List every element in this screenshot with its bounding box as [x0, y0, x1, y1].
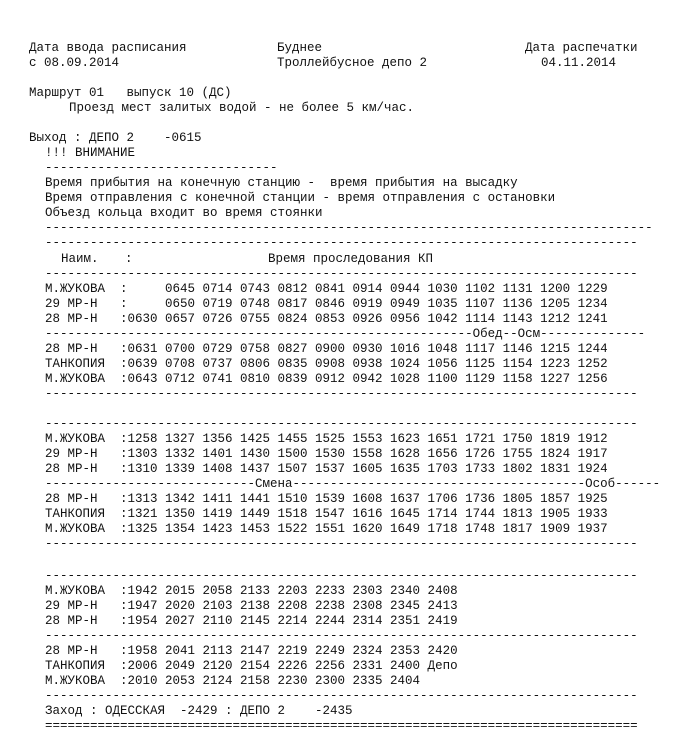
departure-line: Выход : ДЕПО 2 -0615: [29, 131, 202, 145]
separator-table: -------------------------------------------------------------------------------: [45, 387, 638, 401]
separator-table: -------------------------------------------------------------------------------: [45, 629, 638, 643]
depot-name: Троллейбусное депо 2: [277, 56, 428, 70]
table-row: М.ЖУКОВА :1942 2015 2058 2133 2203 2233 2303 2340 2408: [45, 584, 458, 598]
table-row: М.ЖУКОВА :1325 1354 1423 1453 1522 1551 1620 1649 1718 1748 1817 1909 1937: [45, 522, 608, 536]
table-row: 29 МР-Н :1947 2020 2103 2138 2208 2238 2308 2345 2413: [45, 599, 458, 613]
separator-table: -------------------------------------------------------------------------------: [45, 236, 638, 250]
table-row: М.ЖУКОВА :0643 0712 0741 0810 0839 0912 0942 1028 1100 1129 1158 1227 1256: [45, 372, 608, 386]
column-header-separator: :: [125, 252, 133, 266]
note-arrival: Время прибытия на конечную станцию - время прибытия на высадку: [45, 176, 518, 190]
separator-table: -------------------------------------------------------------------------------: [45, 537, 638, 551]
table-row: М.ЖУКОВА :2010 2053 2124 2158 2230 2300 2335 2404: [45, 674, 421, 688]
table-row: 28 МР-Н :0630 0657 0726 0755 0824 0853 0926 0956 1042 1114 1143 1212 1241: [45, 312, 608, 326]
separator-table: -------------------------------------------------------------------------------: [45, 417, 638, 431]
print-date-value: 04.11.2014: [541, 56, 617, 70]
table-row: 29 МР-Н : 0650 0719 0748 0817 0846 0919 0949 1035 1107 1136 1205 1234: [45, 297, 608, 311]
route-note: Проезд мест залитых водой - не более 5 км/час.: [69, 101, 415, 115]
table-row: М.ЖУКОВА :1258 1327 1356 1425 1455 1525 1553 1623 1651 1721 1750 1819 1912: [45, 432, 608, 446]
column-header-name: Наим.: [61, 252, 99, 266]
input-date-label: Дата ввода расписания: [29, 41, 187, 55]
table-row: 28 МР-Н :1958 2041 2113 2147 2219 2249 2324 2353 2420: [45, 644, 458, 658]
column-header-time: Время проследования КП: [268, 252, 434, 266]
separator-table: -------------------------------------------------------------------------------: [45, 689, 638, 703]
day-type: Буднее: [277, 41, 323, 55]
table-row: М.ЖУКОВА : 0645 0714 0743 0812 0841 0914 0944 1030 1102 1131 1200 1229: [45, 282, 608, 296]
separator-table: -------------------------------------------------------------------------------: [45, 569, 638, 583]
note-departure: Время отправления с конечной станции - время отправления с остановки: [45, 191, 556, 205]
table-row: ТАНКОПИЯ :1321 1350 1419 1449 1518 1547 1616 1645 1714 1744 1813 1905 1933: [45, 507, 608, 521]
separator-shift: ----------------------------Смена---------------------------------------Особ------: [45, 477, 661, 491]
separator-table: -------------------------------------------------------------------------------: [45, 267, 638, 281]
warning-label: !!! ВНИМАНИЕ: [45, 146, 136, 160]
input-date-value: с 08.09.2014: [29, 56, 120, 70]
route-line: Маршрут 01 выпуск 10 (ДС): [29, 86, 232, 100]
table-row: 28 МР-Н :1954 2027 2110 2145 2214 2244 2314 2351 2419: [45, 614, 458, 628]
separator-short: -------------------------------: [45, 161, 278, 175]
return-line: Заход : ОДЕССКАЯ -2429 : ДЕПО 2 -2435: [45, 704, 353, 718]
table-row: ТАНКОПИЯ :0639 0708 0737 0806 0835 0908 0938 1024 1056 1125 1154 1223 1252: [45, 357, 608, 371]
table-row: 29 МР-Н :1303 1332 1401 1430 1500 1530 1558 1628 1656 1726 1755 1824 1917: [45, 447, 608, 461]
table-row: 28 МР-Н :0631 0700 0729 0758 0827 0900 0930 1016 1048 1117 1146 1215 1244: [45, 342, 608, 356]
separator-final: ===============================================================================: [45, 719, 638, 733]
note-loop: Объезд кольца входит во время стоянки: [45, 206, 323, 220]
table-row: 28 МР-Н :1313 1342 1411 1441 1510 1539 1608 1637 1706 1736 1805 1857 1925: [45, 492, 608, 506]
separator-lunch: ---------------------------------------------------------Обед--Осм--------------: [45, 327, 646, 341]
table-row: 28 МР-Н :1310 1339 1408 1437 1507 1537 1605 1635 1703 1733 1802 1831 1924: [45, 462, 608, 476]
print-date-label: Дата распечатки: [525, 41, 638, 55]
table-row: ТАНКОПИЯ :2006 2049 2120 2154 2226 2256 2331 2400 Депо: [45, 659, 458, 673]
separator-full: ---------------------------------------------------------------------------------: [45, 221, 653, 235]
